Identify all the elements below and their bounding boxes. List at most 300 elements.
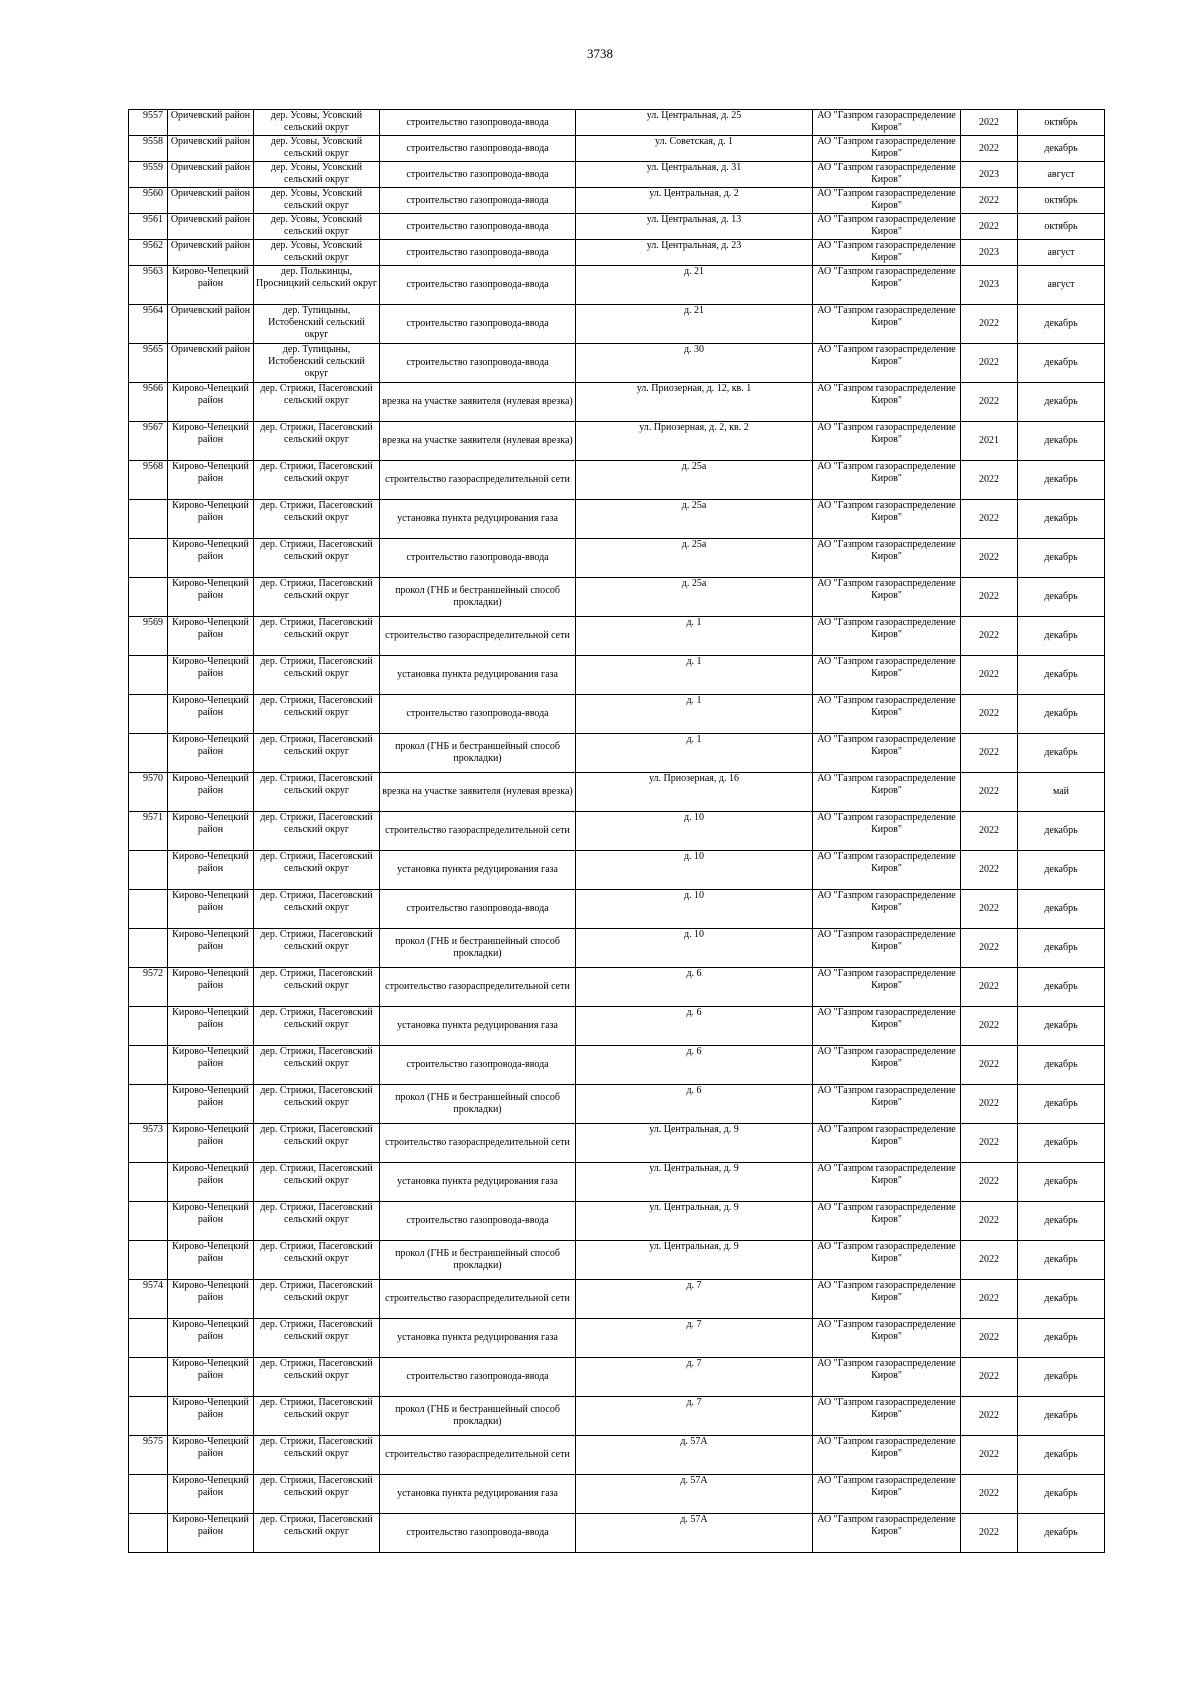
row-number-cell [129,1202,168,1241]
year-cell: 2022 [961,1436,1018,1475]
month-cell: декабрь [1018,617,1105,656]
table-row [129,734,1105,773]
organization-cell: АО "Газпром газораспределение Киров" [813,1007,961,1046]
address-cell: ул. Центральная, д. 9 [576,1241,813,1280]
row-number-cell: 9569 [129,617,168,656]
row-number-cell: 9573 [129,1124,168,1163]
table-row [129,695,1105,734]
month-cell: декабрь [1018,1046,1105,1085]
organization-cell: АО "Газпром газораспределение Киров" [813,422,961,461]
organization-cell: АО "Газпром газораспределение Киров" [813,1358,961,1397]
work-type-cell: строительство газораспределительной сети [380,1436,576,1475]
month-cell: декабрь [1018,656,1105,695]
year-cell: 2022 [961,929,1018,968]
organization-cell: АО "Газпром газораспределение Киров" [813,110,961,136]
table-row [129,1280,1105,1319]
row-number-cell: 9572 [129,968,168,1007]
organization-cell: АО "Газпром газораспределение Киров" [813,1475,961,1514]
row-number-cell [129,539,168,578]
work-type-cell: строительство газопровода-ввода [380,110,576,136]
table-row [129,617,1105,656]
table-row [129,656,1105,695]
row-number-cell [129,578,168,617]
address-cell: ул. Приозерная, д. 16 [576,773,813,812]
settlement-cell: дер. Стрижи, Пасеговский сельский округ [254,890,380,929]
address-cell: ул. Центральная, д. 13 [576,214,813,240]
address-cell: д. 10 [576,929,813,968]
table-row [129,1046,1105,1085]
row-number-cell: 9561 [129,214,168,240]
organization-cell: АО "Газпром газораспределение Киров" [813,1163,961,1202]
organization-cell: АО "Газпром газораспределение Киров" [813,240,961,266]
table-row [129,162,1105,188]
year-cell: 2022 [961,344,1018,383]
address-cell: д. 6 [576,1085,813,1124]
month-cell: декабрь [1018,1397,1105,1436]
table-row [129,188,1105,214]
district-cell: Оричевский район [168,162,254,188]
settlement-cell: дер. Стрижи, Пасеговский сельский округ [254,1241,380,1280]
table-row [129,1124,1105,1163]
organization-cell: АО "Газпром газораспределение Киров" [813,188,961,214]
settlement-cell: дер. Усовы, Усовский сельский округ [254,240,380,266]
row-number-cell: 9559 [129,162,168,188]
month-cell: декабрь [1018,461,1105,500]
month-cell: декабрь [1018,1358,1105,1397]
organization-cell: АО "Газпром газораспределение Киров" [813,773,961,812]
month-cell: декабрь [1018,968,1105,1007]
district-cell: Кирово-Чепецкий район [168,1163,254,1202]
work-type-cell: строительство газопровода-ввода [380,305,576,344]
work-type-cell: строительство газораспределительной сети [380,617,576,656]
row-number-cell [129,929,168,968]
month-cell: май [1018,773,1105,812]
address-cell: ул. Центральная, д. 9 [576,1163,813,1202]
month-cell: декабрь [1018,1124,1105,1163]
year-cell: 2022 [961,1241,1018,1280]
month-cell: декабрь [1018,890,1105,929]
year-cell: 2023 [961,240,1018,266]
settlement-cell: дер. Стрижи, Пасеговский сельский округ [254,1475,380,1514]
year-cell: 2022 [961,214,1018,240]
year-cell: 2022 [961,656,1018,695]
row-number-cell [129,1475,168,1514]
year-cell: 2023 [961,162,1018,188]
address-cell: ул. Центральная, д. 2 [576,188,813,214]
table-row [129,500,1105,539]
work-type-cell: строительство газопровода-ввода [380,539,576,578]
work-type-cell: установка пункта редуцирования газа [380,1475,576,1514]
table-row [129,1319,1105,1358]
row-number-cell [129,1007,168,1046]
table-row [129,1514,1105,1553]
month-cell: август [1018,162,1105,188]
district-cell: Кирово-Чепецкий район [168,1436,254,1475]
work-type-cell: строительство газопровода-ввода [380,266,576,305]
district-cell: Кирово-Чепецкий район [168,539,254,578]
organization-cell: АО "Газпром газораспределение Киров" [813,1280,961,1319]
table-row [129,1007,1105,1046]
month-cell: декабрь [1018,500,1105,539]
settlement-cell: дер. Полькинцы, Просницкий сельский округ [254,266,380,305]
settlement-cell: дер. Стрижи, Пасеговский сельский округ [254,1124,380,1163]
organization-cell: АО "Газпром газораспределение Киров" [813,1085,961,1124]
table-row [129,968,1105,1007]
settlement-cell: дер. Стрижи, Пасеговский сельский округ [254,968,380,1007]
address-cell: ул. Центральная, д. 23 [576,240,813,266]
address-cell: д. 7 [576,1280,813,1319]
row-number-cell [129,695,168,734]
organization-cell: АО "Газпром газораспределение Киров" [813,136,961,162]
row-number-cell: 9564 [129,305,168,344]
row-number-cell [129,1085,168,1124]
year-cell: 2022 [961,812,1018,851]
table-row [129,539,1105,578]
organization-cell: АО "Газпром газораспределение Киров" [813,695,961,734]
year-cell: 2021 [961,422,1018,461]
work-type-cell: строительство газопровода-ввода [380,1514,576,1553]
district-cell: Оричевский район [168,136,254,162]
work-type-cell: строительство газораспределительной сети [380,1124,576,1163]
district-cell: Кирово-Чепецкий район [168,1241,254,1280]
month-cell: декабрь [1018,539,1105,578]
district-cell: Кирово-Чепецкий район [168,773,254,812]
month-cell: декабрь [1018,383,1105,422]
year-cell: 2022 [961,383,1018,422]
address-cell: д. 7 [576,1358,813,1397]
month-cell: декабрь [1018,695,1105,734]
table-row [129,578,1105,617]
organization-cell: АО "Газпром газораспределение Киров" [813,461,961,500]
year-cell: 2022 [961,1046,1018,1085]
year-cell: 2022 [961,110,1018,136]
month-cell: декабрь [1018,1007,1105,1046]
district-cell: Кирово-Чепецкий район [168,1280,254,1319]
organization-cell: АО "Газпром газораспределение Киров" [813,890,961,929]
work-type-cell: прокол (ГНБ и бестраншейный способ прокладки) [380,578,576,617]
address-cell: д. 10 [576,890,813,929]
year-cell: 2022 [961,1475,1018,1514]
row-number-cell: 9568 [129,461,168,500]
district-cell: Кирово-Чепецкий район [168,968,254,1007]
table-row [129,1436,1105,1475]
row-number-cell: 9570 [129,773,168,812]
year-cell: 2022 [961,1007,1018,1046]
district-cell: Кирово-Чепецкий район [168,890,254,929]
month-cell: декабрь [1018,851,1105,890]
settlement-cell: дер. Стрижи, Пасеговский сельский округ [254,851,380,890]
month-cell: декабрь [1018,1163,1105,1202]
year-cell: 2023 [961,266,1018,305]
work-type-cell: строительство газораспределительной сети [380,968,576,1007]
settlement-cell: дер. Стрижи, Пасеговский сельский округ [254,500,380,539]
year-cell: 2022 [961,1514,1018,1553]
settlement-cell: дер. Стрижи, Пасеговский сельский округ [254,929,380,968]
settlement-cell: дер. Стрижи, Пасеговский сельский округ [254,1046,380,1085]
address-cell: д. 1 [576,734,813,773]
year-cell: 2022 [961,305,1018,344]
district-cell: Кирово-Чепецкий район [168,500,254,539]
year-cell: 2022 [961,136,1018,162]
organization-cell: АО "Газпром газораспределение Киров" [813,344,961,383]
organization-cell: АО "Газпром газораспределение Киров" [813,656,961,695]
year-cell: 2022 [961,1280,1018,1319]
organization-cell: АО "Газпром газораспределение Киров" [813,383,961,422]
month-cell: декабрь [1018,1241,1105,1280]
settlement-cell: дер. Стрижи, Пасеговский сельский округ [254,1202,380,1241]
year-cell: 2022 [961,578,1018,617]
settlement-cell: дер. Стрижи, Пасеговский сельский округ [254,773,380,812]
district-cell: Оричевский район [168,240,254,266]
organization-cell: АО "Газпром газораспределение Киров" [813,500,961,539]
district-cell: Кирово-Чепецкий район [168,851,254,890]
address-cell: д. 1 [576,695,813,734]
table-row [129,214,1105,240]
row-number-cell: 9574 [129,1280,168,1319]
work-type-cell: строительство газопровода-ввода [380,1046,576,1085]
work-type-cell: строительство газопровода-ввода [380,1358,576,1397]
settlement-cell: дер. Стрижи, Пасеговский сельский округ [254,1085,380,1124]
settlement-cell: дер. Стрижи, Пасеговский сельский округ [254,1319,380,1358]
work-type-cell: установка пункта редуцирования газа [380,1007,576,1046]
work-type-cell: установка пункта редуцирования газа [380,1163,576,1202]
month-cell: декабрь [1018,1280,1105,1319]
year-cell: 2022 [961,695,1018,734]
organization-cell: АО "Газпром газораспределение Киров" [813,851,961,890]
month-cell: октябрь [1018,110,1105,136]
table-row [129,773,1105,812]
district-cell: Кирово-Чепецкий район [168,695,254,734]
work-type-cell: прокол (ГНБ и бестраншейный способ прокладки) [380,1085,576,1124]
organization-cell: АО "Газпром газораспределение Киров" [813,266,961,305]
month-cell: декабрь [1018,422,1105,461]
settlement-cell: дер. Усовы, Усовский сельский округ [254,110,380,136]
work-type-cell: строительство газопровода-ввода [380,136,576,162]
work-type-cell: строительство газопровода-ввода [380,214,576,240]
district-cell: Оричевский район [168,305,254,344]
table-row [129,890,1105,929]
row-number-cell [129,734,168,773]
district-cell: Кирово-Чепецкий район [168,1085,254,1124]
work-type-cell: установка пункта редуцирования газа [380,500,576,539]
gasification-table [128,109,1105,1553]
year-cell: 2022 [961,1319,1018,1358]
year-cell: 2022 [961,539,1018,578]
address-cell: ул. Центральная, д. 31 [576,162,813,188]
year-cell: 2022 [961,851,1018,890]
settlement-cell: дер. Стрижи, Пасеговский сельский округ [254,1514,380,1553]
district-cell: Кирово-Чепецкий район [168,1397,254,1436]
organization-cell: АО "Газпром газораспределение Киров" [813,929,961,968]
address-cell: д. 57А [576,1514,813,1553]
row-number-cell [129,1514,168,1553]
table-row [129,1163,1105,1202]
work-type-cell: строительство газопровода-ввода [380,1202,576,1241]
row-number-cell: 9558 [129,136,168,162]
address-cell: ул. Приозерная, д. 2, кв. 2 [576,422,813,461]
address-cell: ул. Центральная, д. 9 [576,1202,813,1241]
row-number-cell [129,1319,168,1358]
settlement-cell: дер. Стрижи, Пасеговский сельский округ [254,695,380,734]
table-row [129,266,1105,305]
organization-cell: АО "Газпром газораспределение Киров" [813,1514,961,1553]
work-type-cell: строительство газораспределительной сети [380,1280,576,1319]
row-number-cell [129,1241,168,1280]
organization-cell: АО "Газпром газораспределение Киров" [813,1124,961,1163]
work-type-cell: врезка на участке заявителя (нулевая врезка) [380,422,576,461]
address-cell: ул. Центральная, д. 9 [576,1124,813,1163]
work-type-cell: строительство газораспределительной сети [380,461,576,500]
work-type-cell: установка пункта редуцирования газа [380,1319,576,1358]
organization-cell: АО "Газпром газораспределение Киров" [813,734,961,773]
row-number-cell: 9560 [129,188,168,214]
year-cell: 2022 [961,1124,1018,1163]
year-cell: 2022 [961,188,1018,214]
organization-cell: АО "Газпром газораспределение Киров" [813,1436,961,1475]
settlement-cell: дер. Стрижи, Пасеговский сельский округ [254,1280,380,1319]
work-type-cell: прокол (ГНБ и бестраншейный способ прокладки) [380,734,576,773]
address-cell: д. 1 [576,656,813,695]
year-cell: 2022 [961,1202,1018,1241]
table-row [129,110,1105,136]
row-number-cell [129,500,168,539]
settlement-cell: дер. Стрижи, Пасеговский сельский округ [254,1436,380,1475]
row-number-cell: 9562 [129,240,168,266]
month-cell: август [1018,266,1105,305]
month-cell: октябрь [1018,214,1105,240]
month-cell: декабрь [1018,929,1105,968]
table-row [129,1397,1105,1436]
month-cell: декабрь [1018,734,1105,773]
work-type-cell: прокол (ГНБ и бестраншейный способ прокладки) [380,929,576,968]
address-cell: д. 25а [576,578,813,617]
year-cell: 2022 [961,617,1018,656]
address-cell: д. 6 [576,1007,813,1046]
address-cell: д. 57А [576,1475,813,1514]
year-cell: 2022 [961,734,1018,773]
month-cell: декабрь [1018,1514,1105,1553]
month-cell: декабрь [1018,305,1105,344]
organization-cell: АО "Газпром газораспределение Киров" [813,617,961,656]
settlement-cell: дер. Усовы, Усовский сельский округ [254,162,380,188]
table-row [129,851,1105,890]
district-cell: Кирово-Чепецкий район [168,1046,254,1085]
table-row [129,1241,1105,1280]
organization-cell: АО "Газпром газораспределение Киров" [813,578,961,617]
row-number-cell: 9565 [129,344,168,383]
district-cell: Кирово-Чепецкий район [168,734,254,773]
district-cell: Кирово-Чепецкий район [168,578,254,617]
address-cell: ул. Советская, д. 1 [576,136,813,162]
year-cell: 2022 [961,968,1018,1007]
district-cell: Кирово-Чепецкий район [168,617,254,656]
year-cell: 2022 [961,1358,1018,1397]
settlement-cell: дер. Тупицыны, Истобенский сельский округ [254,344,380,383]
work-type-cell: врезка на участке заявителя (нулевая врезка) [380,383,576,422]
work-type-cell: строительство газопровода-ввода [380,162,576,188]
work-type-cell: прокол (ГНБ и бестраншейный способ прокладки) [380,1241,576,1280]
organization-cell: АО "Газпром газораспределение Киров" [813,214,961,240]
work-type-cell: строительство газопровода-ввода [380,188,576,214]
settlement-cell: дер. Усовы, Усовский сельский округ [254,214,380,240]
address-cell: ул. Приозерная, д. 12, кв. 1 [576,383,813,422]
address-cell: д. 10 [576,851,813,890]
month-cell: декабрь [1018,1475,1105,1514]
address-cell: д. 21 [576,266,813,305]
month-cell: декабрь [1018,1436,1105,1475]
address-cell: д. 7 [576,1397,813,1436]
year-cell: 2022 [961,461,1018,500]
district-cell: Кирово-Чепецкий район [168,266,254,305]
table-row [129,422,1105,461]
row-number-cell: 9567 [129,422,168,461]
year-cell: 2022 [961,500,1018,539]
district-cell: Оричевский район [168,188,254,214]
month-cell: декабрь [1018,1202,1105,1241]
address-cell: д. 25а [576,461,813,500]
settlement-cell: дер. Стрижи, Пасеговский сельский округ [254,1163,380,1202]
table-row [129,1202,1105,1241]
row-number-cell [129,1397,168,1436]
year-cell: 2022 [961,1397,1018,1436]
work-type-cell: врезка на участке заявителя (нулевая врезка) [380,773,576,812]
organization-cell: АО "Газпром газораспределение Киров" [813,1241,961,1280]
district-cell: Кирово-Чепецкий район [168,812,254,851]
settlement-cell: дер. Стрижи, Пасеговский сельский округ [254,422,380,461]
month-cell: октябрь [1018,188,1105,214]
organization-cell: АО "Газпром газораспределение Киров" [813,1319,961,1358]
work-type-cell: строительство газопровода-ввода [380,695,576,734]
district-cell: Кирово-Чепецкий район [168,1475,254,1514]
settlement-cell: дер. Стрижи, Пасеговский сельский округ [254,734,380,773]
address-cell: д. 25а [576,539,813,578]
year-cell: 2022 [961,1085,1018,1124]
table-row [129,1475,1105,1514]
work-type-cell: установка пункта редуцирования газа [380,656,576,695]
address-cell: д. 6 [576,1046,813,1085]
table-row [129,136,1105,162]
settlement-cell: дер. Стрижи, Пасеговский сельский округ [254,656,380,695]
year-cell: 2022 [961,773,1018,812]
row-number-cell [129,1163,168,1202]
organization-cell: АО "Газпром газораспределение Киров" [813,1202,961,1241]
settlement-cell: дер. Стрижи, Пасеговский сельский округ [254,578,380,617]
district-cell: Кирово-Чепецкий район [168,383,254,422]
settlement-cell: дер. Стрижи, Пасеговский сельский округ [254,383,380,422]
settlement-cell: дер. Тупицыны, Истобенский сельский округ [254,305,380,344]
district-cell: Оричевский район [168,214,254,240]
month-cell: декабрь [1018,578,1105,617]
organization-cell: АО "Газпром газораспределение Киров" [813,1046,961,1085]
table-row [129,305,1105,344]
row-number-cell: 9563 [129,266,168,305]
organization-cell: АО "Газпром газораспределение Киров" [813,1397,961,1436]
district-cell: Кирово-Чепецкий район [168,1319,254,1358]
address-cell: д. 25а [576,500,813,539]
address-cell: д. 6 [576,968,813,1007]
work-type-cell: строительство газораспределительной сети [380,812,576,851]
table-row [129,461,1105,500]
organization-cell: АО "Газпром газораспределение Киров" [813,305,961,344]
district-cell: Кирово-Чепецкий район [168,461,254,500]
district-cell: Кирово-Чепецкий район [168,1124,254,1163]
district-cell: Кирово-Чепецкий район [168,1358,254,1397]
row-number-cell [129,890,168,929]
settlement-cell: дер. Усовы, Усовский сельский округ [254,136,380,162]
district-cell: Кирово-Чепецкий район [168,1202,254,1241]
row-number-cell [129,656,168,695]
work-type-cell: прокол (ГНБ и бестраншейный способ прокладки) [380,1397,576,1436]
